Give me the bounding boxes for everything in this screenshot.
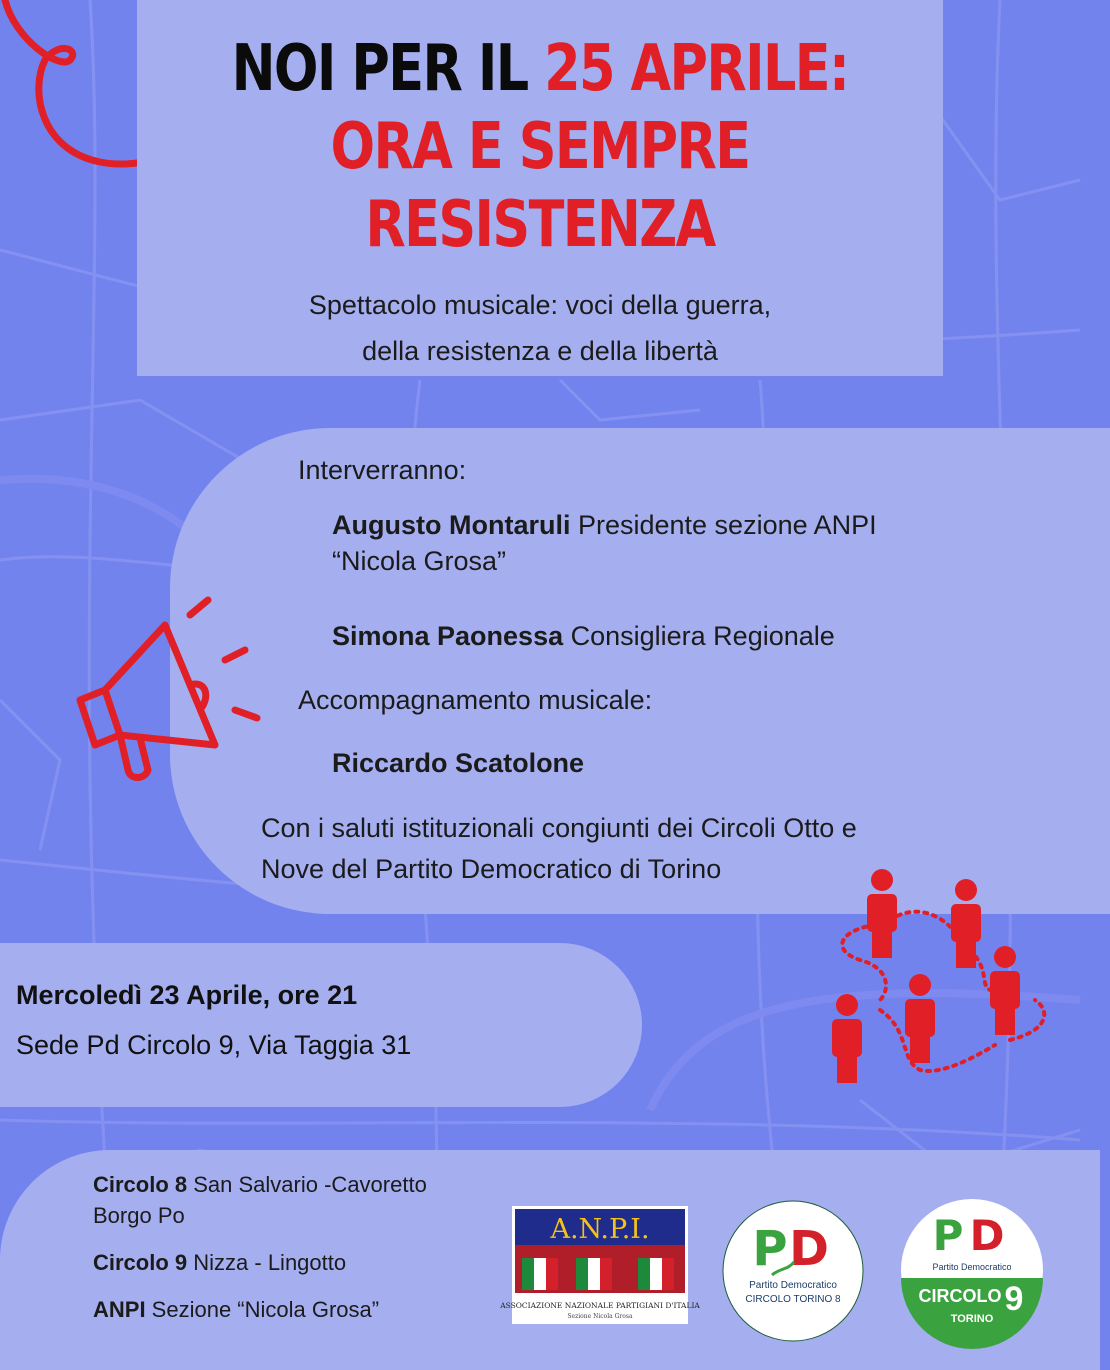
circolo-8-area: San Salvario -Cavoretto bbox=[187, 1172, 427, 1197]
circolo-8-name: Circolo 8 bbox=[93, 1172, 188, 1197]
footer-anpi bbox=[93, 1294, 379, 1325]
footer-circolo-8 bbox=[93, 1169, 427, 1231]
subtitle-line2: della resistenza e della libertà bbox=[362, 336, 718, 366]
people-network-icon bbox=[820, 860, 1060, 1090]
speaker-1-name: Augusto Montaruli bbox=[332, 510, 571, 540]
subtitle bbox=[137, 282, 943, 374]
greetings-line1: Con i saluti istituzionali congiunti dei Circoli Otto e bbox=[261, 813, 857, 843]
circolo-9-area: Nizza - Lingotto bbox=[187, 1250, 347, 1275]
footer-circolo-9 bbox=[93, 1247, 346, 1278]
pd9-circolo: CIRCOLO bbox=[918, 1286, 1002, 1306]
event-place: Sede Pd Circolo 9, Via Taggia 31 bbox=[16, 1030, 412, 1060]
speaker-2 bbox=[332, 618, 835, 654]
pd-circolo-9-logo bbox=[900, 1198, 1044, 1342]
greetings bbox=[261, 808, 857, 890]
pd8-caption: Partito Democratico bbox=[749, 1280, 837, 1291]
title-panel bbox=[137, 0, 943, 376]
anpi-logo-caption: ASSOCIAZIONE NAZIONALE PARTIGIANI D'ITALIA bbox=[500, 1301, 700, 1310]
greetings-line2: Nove del Partito Democratico di Torino bbox=[261, 854, 722, 884]
svg-text:D: D bbox=[789, 1221, 829, 1277]
pd9-number: 9 bbox=[1004, 1280, 1024, 1318]
pd-circolo-8-logo bbox=[722, 1200, 864, 1342]
title-line1-black: NOI PER IL bbox=[231, 32, 545, 106]
pd8-circolo: CIRCOLO TORINO 8 bbox=[745, 1294, 841, 1305]
svg-text:P: P bbox=[932, 1211, 964, 1260]
subtitle-line1: Spettacolo musicale: voci della guerra, bbox=[308, 290, 772, 320]
page-title bbox=[210, 30, 871, 264]
event-date: Mercoledì 23 Aprile, ore 21 bbox=[16, 980, 358, 1010]
circolo-8-area-line2: Borgo Po bbox=[93, 1203, 185, 1228]
anpi-logo-text: A.N.P.I. bbox=[550, 1214, 650, 1245]
pd9-caption: Partito Democratico bbox=[932, 1262, 1012, 1272]
anpi-logo bbox=[500, 1206, 700, 1324]
speaker-1-role: Presidente sezione ANPI bbox=[570, 510, 877, 540]
speaker-1-role-line2: “Nicola Grosa” bbox=[332, 546, 507, 576]
anpi-name: ANPI bbox=[93, 1297, 146, 1322]
pd9-city: TORINO bbox=[950, 1313, 994, 1325]
anpi-logo-sub: Sezione Nicola Grosa bbox=[567, 1313, 633, 1320]
music-intro: Accompagnamento musicale: bbox=[298, 685, 653, 715]
musician-name: Riccardo Scatolone bbox=[332, 748, 585, 778]
title-line2: ORA E SEMPRE bbox=[330, 110, 750, 184]
title-line1-red: 25 APRILE: bbox=[544, 32, 849, 106]
speaker-2-role: Consigliera Regionale bbox=[563, 621, 835, 651]
megaphone-icon bbox=[60, 595, 280, 815]
circolo-9-name: Circolo 9 bbox=[93, 1250, 188, 1275]
title-line3: RESISTENZA bbox=[365, 188, 715, 262]
speaker-2-name: Simona Paonessa bbox=[332, 621, 564, 651]
anpi-section: Sezione “Nicola Grosa” bbox=[145, 1297, 380, 1322]
speaker-1 bbox=[332, 507, 877, 579]
svg-text:P: P bbox=[752, 1221, 788, 1277]
speakers-intro: Interverranno: bbox=[298, 455, 467, 485]
date-panel bbox=[0, 943, 642, 1107]
svg-text:D: D bbox=[969, 1211, 1005, 1260]
